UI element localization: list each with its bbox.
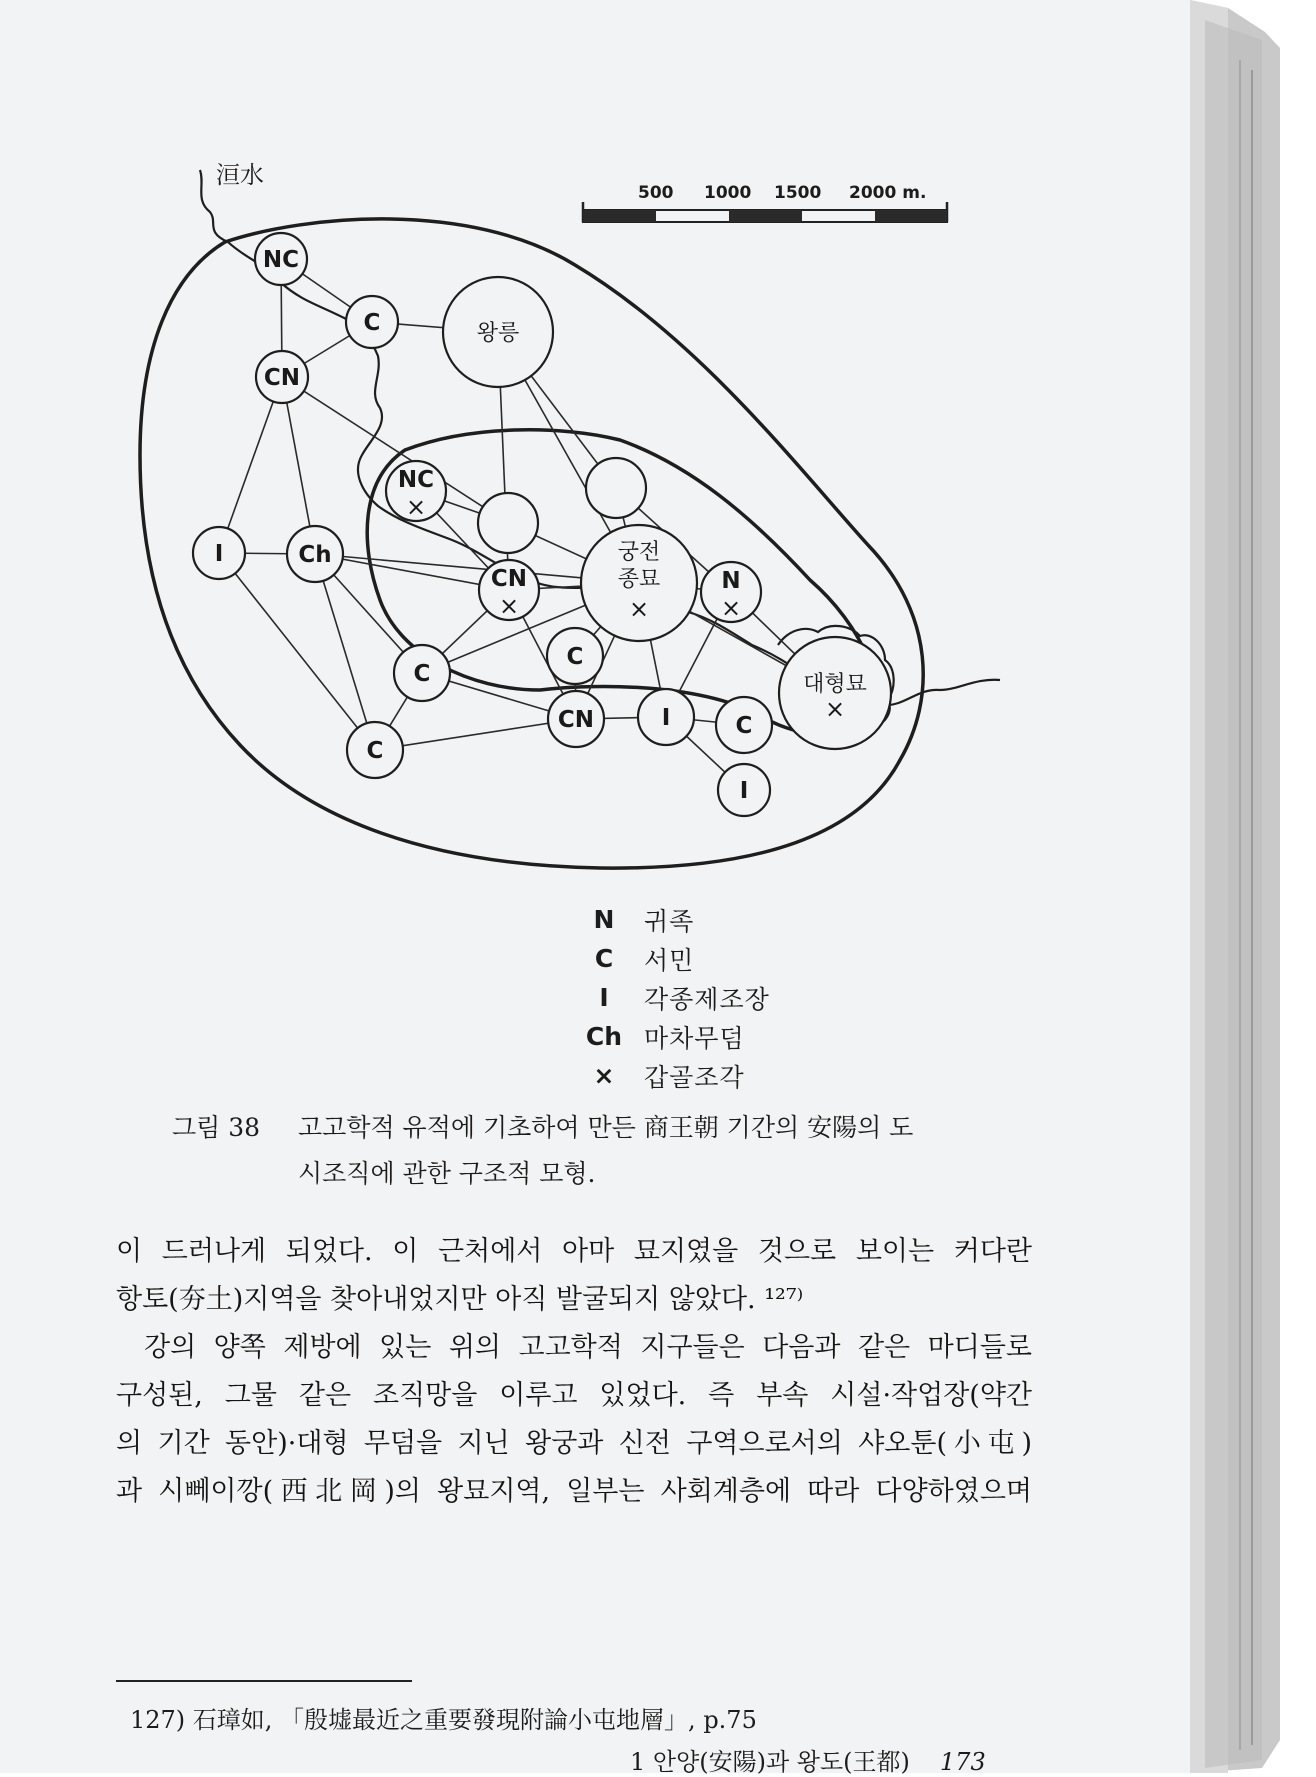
site-node bbox=[256, 351, 308, 403]
site-node-label: C bbox=[735, 713, 753, 739]
site-node bbox=[287, 526, 343, 582]
body-line-5: 의 기간 동안)·대형 무덤을 지닌 왕궁과 신전 구역으로서의 샤오툰(小屯) bbox=[116, 1428, 1032, 1459]
legend-item-oracle-bone bbox=[580, 1056, 770, 1095]
site-node bbox=[638, 689, 694, 745]
body-line-3: 강의 양쪽 제방에 있는 위의 고고학적 지구들은 다음과 같은 마디들로 bbox=[144, 1332, 1032, 1363]
scale-tick-1000: 1000 bbox=[704, 183, 752, 203]
oracle-bone-marker: × bbox=[498, 592, 520, 620]
site-node-label: I bbox=[739, 778, 749, 804]
site-node bbox=[346, 296, 398, 348]
site-node-label: C bbox=[363, 310, 381, 336]
site-node bbox=[394, 645, 450, 701]
legend-symbol-N: N bbox=[593, 905, 615, 934]
legend-item-workshop bbox=[580, 978, 770, 1017]
site-node-label: CN bbox=[490, 566, 528, 592]
legend-item-noble bbox=[580, 900, 770, 939]
oracle-bone-marker: × bbox=[720, 594, 742, 622]
site-node-label: I bbox=[661, 705, 671, 731]
oracle-bone-marker: × bbox=[824, 695, 846, 723]
site-node-label: 종묘 bbox=[617, 567, 661, 592]
site-node bbox=[718, 764, 770, 816]
legend-symbol-C: C bbox=[594, 944, 614, 973]
site-node bbox=[548, 691, 604, 747]
running-title: 1 안양(安陽)과 왕도(王都) bbox=[630, 1748, 910, 1776]
site-node bbox=[347, 722, 403, 778]
connection-line bbox=[375, 719, 576, 750]
connection-line bbox=[219, 377, 282, 553]
legend-item-commoner bbox=[580, 939, 770, 978]
running-footer bbox=[630, 1742, 986, 1777]
site-node-label: NC bbox=[262, 247, 300, 273]
site-node bbox=[586, 458, 646, 518]
site-node-label: N bbox=[721, 568, 741, 594]
caption-line-1: 고고학적 유적에 기초하여 만든 商王朝 기간의 安陽의 도 bbox=[298, 1113, 914, 1142]
site-node bbox=[478, 493, 538, 553]
legend-item-chariot bbox=[580, 1017, 770, 1056]
site-node bbox=[479, 560, 539, 620]
footnote: 127) 石璋如, 「殷墟最近之重要發現附論小屯地層」, p.75 bbox=[130, 1706, 757, 1734]
scale-tick-500: 500 bbox=[638, 183, 674, 203]
scale-bar bbox=[583, 183, 947, 222]
scale-tick-1500: 1500 bbox=[774, 183, 822, 203]
site-node-label: 대형묘 bbox=[803, 672, 867, 697]
site-node-label: C bbox=[413, 661, 431, 687]
figure-caption bbox=[172, 1105, 992, 1197]
connection-line bbox=[315, 554, 375, 750]
site-node bbox=[716, 697, 772, 753]
site-node bbox=[547, 628, 603, 684]
body-line-6: 과 시뻬이깡(西北岡)의 왕묘지역, 일부는 사회계층에 따라 다양하였으며 bbox=[116, 1476, 1032, 1507]
site-node-label: NC bbox=[397, 467, 435, 493]
legend-symbol-Ch: Ch bbox=[585, 1022, 623, 1051]
site-node-label: I bbox=[214, 541, 224, 567]
legend-text-commoner: 서민 bbox=[644, 945, 695, 975]
footnote-rule bbox=[116, 1680, 412, 1682]
scale-tick-2000: 2000 m. bbox=[849, 183, 927, 203]
site-node-label: CN bbox=[263, 365, 301, 391]
river-label: 洹水 bbox=[216, 161, 264, 189]
site-node bbox=[779, 637, 891, 749]
site-node-label: CN bbox=[557, 707, 595, 733]
connection-line bbox=[219, 553, 375, 750]
body-line-1: 이 드러나게 되었다. 이 근처에서 아마 묘지였을 것으로 보이는 커다란 bbox=[116, 1236, 1032, 1267]
legend bbox=[580, 900, 770, 1095]
site-node-circle bbox=[478, 493, 538, 553]
legend-text-oracle-bone: 갑골조각 bbox=[644, 1062, 745, 1092]
legend-symbol-I: I bbox=[599, 983, 609, 1012]
oracle-bone-marker: × bbox=[628, 595, 650, 623]
legend-text-workshop: 각종제조장 bbox=[644, 984, 770, 1014]
page-number: 173 bbox=[939, 1748, 986, 1776]
caption-label: 그림 38 bbox=[172, 1113, 261, 1142]
site-node-label: 왕릉 bbox=[476, 321, 520, 346]
site-node bbox=[443, 277, 553, 387]
site-node bbox=[255, 233, 307, 285]
site-node bbox=[386, 461, 446, 521]
body-text bbox=[116, 1228, 1032, 1516]
body-line-2: 항토(夯土)지역을 찾아내었지만 아직 발굴되지 않았다. ¹²⁷⁾ bbox=[116, 1284, 804, 1315]
legend-symbol-cross: × bbox=[593, 1061, 615, 1090]
site-node-label: 궁전 bbox=[617, 540, 661, 565]
legend-text-chariot: 마차무덤 bbox=[644, 1023, 745, 1053]
site-node bbox=[701, 562, 761, 622]
caption-line-2: 시조직에 관한 구조적 모형. bbox=[298, 1159, 596, 1188]
site-node-label: C bbox=[366, 738, 384, 764]
oracle-bone-marker: × bbox=[405, 493, 427, 521]
body-line-4: 구성된, 그물 같은 조직망을 이루고 있었다. 즉 부속 시설·작업장(약간 bbox=[116, 1380, 1032, 1411]
site-node-label: Ch bbox=[298, 542, 332, 568]
site-node-label: C bbox=[566, 644, 584, 670]
site-node bbox=[193, 527, 245, 579]
site-node bbox=[581, 525, 697, 641]
legend-text-noble: 귀족 bbox=[644, 906, 695, 936]
site-node-circle bbox=[586, 458, 646, 518]
